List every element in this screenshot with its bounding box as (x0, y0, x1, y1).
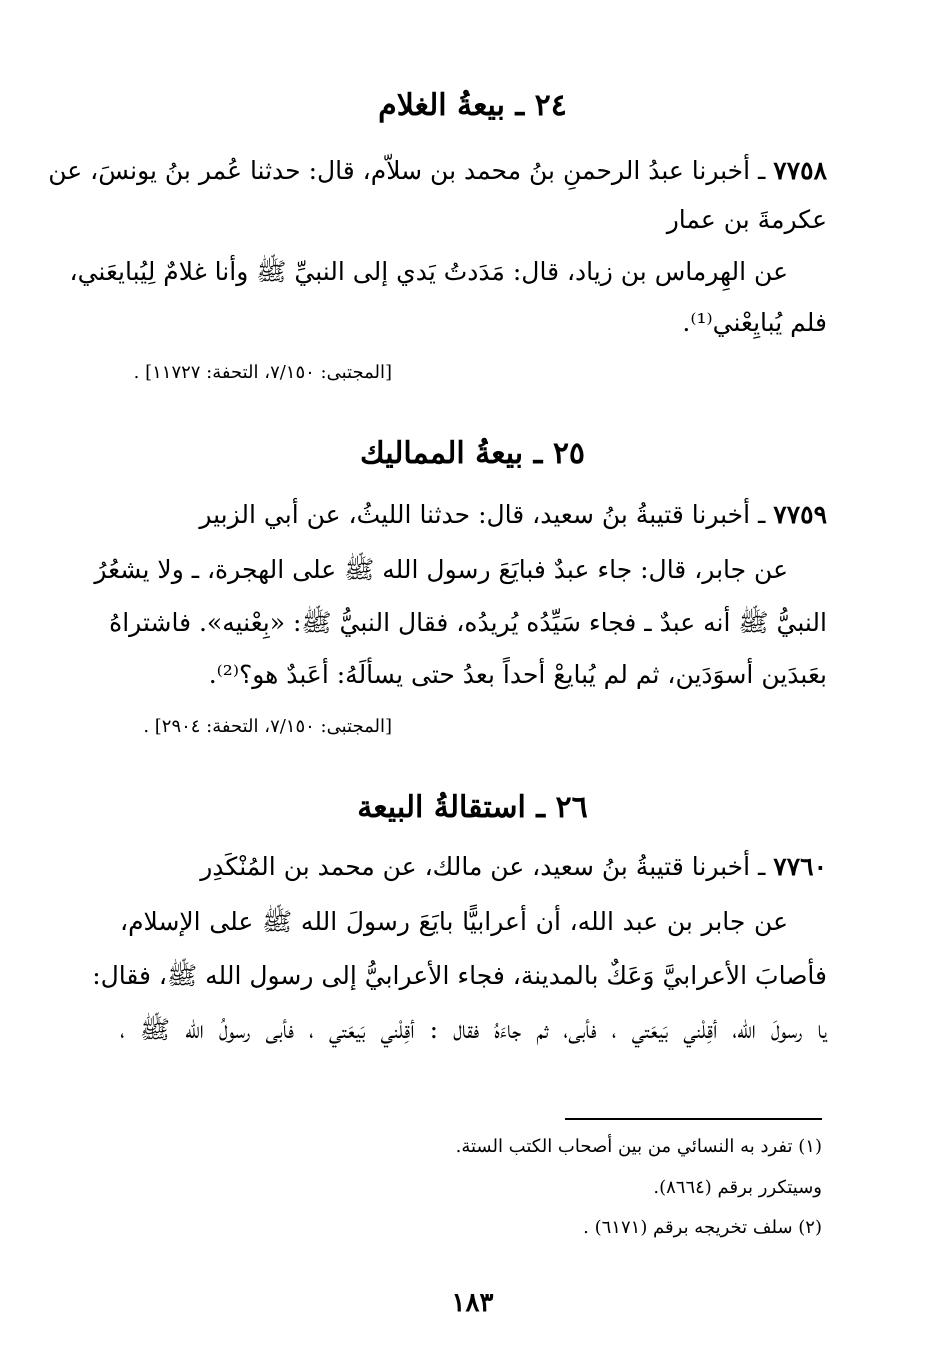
footnote-1: (١) تفرد به النسائي من بين أصحاب الكتب الستة. (455, 1136, 822, 1157)
footnote-separator (565, 1118, 822, 1120)
hadith-7760-matn-line-2: فأصابَ الأعرابيَّ وَعَكٌ بالمدينة، فجاء الأعرابيُّ إلى رسول الله ﷺ، فقال: (92, 961, 827, 990)
page-number: ١٨٣ (451, 1288, 494, 1318)
hadith-7758-isnad-line-2: عكرمةَ بن عمار (666, 205, 827, 234)
hadith-number: ٧٧٥٨ (773, 156, 827, 185)
hadith-number: ٧٧٦٠ (773, 852, 827, 881)
footnote-2: (٢) سلف تخريجه برقم (٦١٧١) . (583, 1217, 822, 1238)
hadith-7758-matn-line-2: فلم يُبايِعْني⁽¹⁾. (682, 308, 827, 337)
section-heading-24: ٢٤ ـ بيعةُ الغلام (378, 88, 567, 123)
hadith-7760-matn-line-3: يا رسولَ الله، أقِلْني بَيعَتي ، فأبى، ثم جاءَهُ فقال : أقِلْني بَيعَتي ، فأبى رسولُ الله ﷺ ، (120, 1015, 827, 1044)
hadith-7759-matn-line-1: عن جابر، قال: جاء عبدٌ فبايَعَ رسول الله ﷺ على الهجرة، ـ ولا يشعُرُ (94, 555, 788, 584)
section-heading-26: ٢٦ ـ استقالةُ البيعة (357, 790, 588, 825)
hadith-7760-matn-line-1: عن جابر بن عبد الله، أن أعرابيًّا بايَعَ رسولَ الله ﷺ على الإسلام، (120, 907, 788, 936)
hadith-7758-isnad-line-1: ٧٧٥٨ ـ أخبرنا عبدُ الرحمنِ بنُ محمد بن سلاّم، قال: حدثنا عُمر بنُ يونسَ، عن (48, 156, 827, 185)
hadith-7758-matn-line-1: عن الهِرماس بن زياد، قال: مَدَدتُ يَدي إلى النبيِّ ﷺ وأنا غلامٌ لِيُبايعَني، (69, 257, 788, 286)
hadith-7758-reference: [المجتبى: ٧/١٥٠، التحفة: ١١٧٢٧] . (133, 362, 392, 383)
section-heading-25: ٢٥ ـ بيعةُ المماليك (359, 436, 586, 471)
hadith-number: ٧٧٥٩ (773, 500, 827, 529)
hadith-7760-isnad: ٧٧٦٠ ـ أخبرنا قتيبةُ بنُ سعيد، عن مالك، عن محمد بن المُنْكَدِر (200, 852, 827, 881)
hadith-7759-isnad: ٧٧٥٩ ـ أخبرنا قتيبةُ بنُ سعيد، قال: حدثنا الليثُ، عن أبي الزبير (199, 500, 827, 529)
hadith-7759-reference: [المجتبى: ٧/١٥٠، التحفة: ٢٩٠٤] . (143, 716, 392, 737)
hadith-7759-matn-line-3: بعَبدَين أسوَدَين، ثم لم يُبايعْ أحداً بعدُ حتى يسألَهُ: أعَبدٌ هو؟⁽²⁾. (208, 660, 827, 689)
footnote-1-continuation: وسيتكرر برقم (٨٦٦٤). (653, 1177, 822, 1198)
hadith-7759-matn-line-2: النبيُّ ﷺ أنه عبدٌ ـ فجاء سَيِّدُه يُريدُه، فقال النبيُّ ﷺ: «بِعْنيه». فاشتراهُ (109, 608, 827, 637)
